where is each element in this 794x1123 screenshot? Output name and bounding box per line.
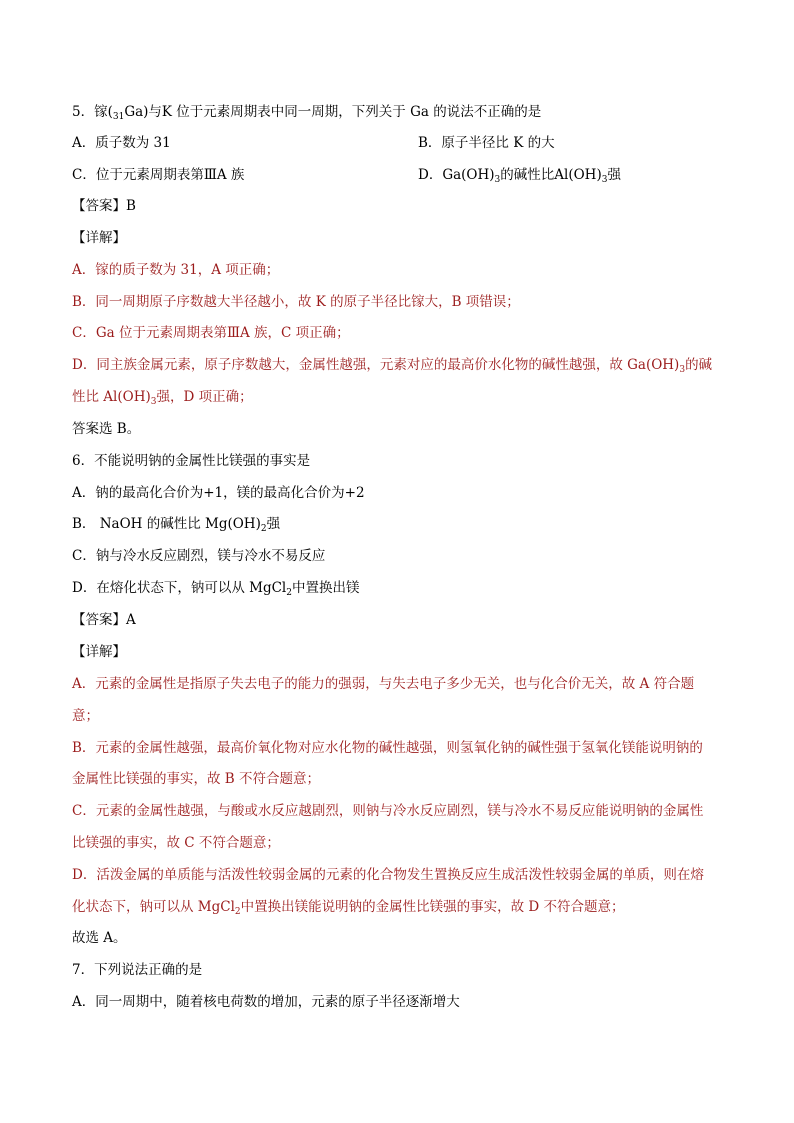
q6-explanation-b-line1: B．元素的金属性越强，最高价氧化物对应水化物的碱性越强，则氢氧化钠的碱性强于氢氧化镁能说明钠的	[72, 740, 703, 756]
q5-option-c: C．位于元素周期表第ⅢA 族	[72, 167, 245, 183]
q7-stem: 7．下列说法正确的是	[72, 962, 203, 978]
q6-explanation-c-line1: C．元素的金属性越强，与酸或水反应越剧烈，则钠与冷水反应剧烈，镁与冷水不易反应能说明钠的金属性	[72, 803, 704, 819]
q6-explanation-a-line2: 意；	[72, 708, 99, 724]
q5-options-row2	[72, 165, 722, 185]
q5-option-b: B．原子半径比 K 的大	[418, 135, 555, 151]
q5-stem-pre: 5．镓(	[72, 104, 113, 120]
q5-stem-sub: 31	[112, 112, 125, 122]
q5-options-row1	[72, 133, 722, 153]
q5-option-a: A．质子数为 31	[72, 135, 171, 151]
q6-explanation-a-line1: A．元素的金属性是指原子失去电子的能力的强弱，与失去电子多少无关，也与化合价无关，故 A 符合题	[72, 676, 695, 692]
q7-option-a: A．同一周期中，随着核电荷数的增加，元素的原子半径逐渐增大	[72, 994, 460, 1010]
q6-option-b: B． NaOH 的碱性比 $Mg(OH)_2$强	[72, 516, 281, 534]
q6-option-d: D．在熔化状态下，钠可以从 MgCl$_2$中置换出镁	[72, 580, 360, 598]
q5-explanation-d-line2: 性比 $Al(OH)_3$强，D 项正确；	[72, 389, 253, 407]
q5-explanation-b: B．同一周期原子序数越大半径越小，故 K 的原子半径比镓大，B 项错误；	[72, 294, 520, 310]
q6-stem: 6．不能说明钠的金属性比镁强的事实是	[72, 453, 311, 469]
q5-explanation-d-line1: D．同主族金属元素，原子序数越大，金属性越强，元素对应的最高价水化物的碱性越强，故 $Ga(OH)_3$的碱	[72, 357, 713, 375]
q5-explanation-a: A．镓的质子数为 31，A 项正确；	[72, 262, 280, 278]
q5-option-d: D．$Ga(OH)_3$的碱性比$Al(OH)_3$强	[418, 167, 621, 185]
q5-conclusion: 答案选 B。	[72, 421, 141, 437]
q6-option-a: A．钠的最高化合价为+1，镁的最高化合价为+2	[72, 485, 365, 501]
q6-explanation-b-line2: 金属性比镁强的事实，故 B 不符合题意；	[72, 771, 321, 787]
q5-explanation-c: C．Ga 位于元素周期表第ⅢA 族，C 项正确；	[72, 325, 350, 341]
q5-answer: 【答案】B	[72, 198, 136, 214]
q6-answer: 【答案】A	[72, 612, 136, 628]
q6-explanation-c-line2: 比镁强的事实，故 C 不符合题意；	[72, 835, 280, 851]
q6-option-c: C．钠与冷水反应剧烈，镁与冷水不易反应	[72, 548, 326, 564]
q6-detail-title: 【详解】	[72, 644, 126, 660]
q5-stem-post: Ga)与K 位于元素周期表中同一周期，下列关于 Ga 的说法不正确的是	[124, 104, 542, 120]
q6-explanation-d-line2: 化状态下，钠可以从 MgCl$_2$中置换出镁能说明钠的金属性比镁强的事实，故 D 不符合题意；	[72, 899, 625, 917]
q6-explanation-d-line1: D．活泼金属的单质能与活泼性较弱金属的元素的化合物发生置换反应生成活泼性较弱金属的单质，则在熔	[72, 867, 704, 883]
q5-stem	[72, 102, 722, 122]
q6-conclusion: 故选 A。	[72, 930, 127, 946]
q5-detail-title: 【详解】	[72, 230, 126, 246]
